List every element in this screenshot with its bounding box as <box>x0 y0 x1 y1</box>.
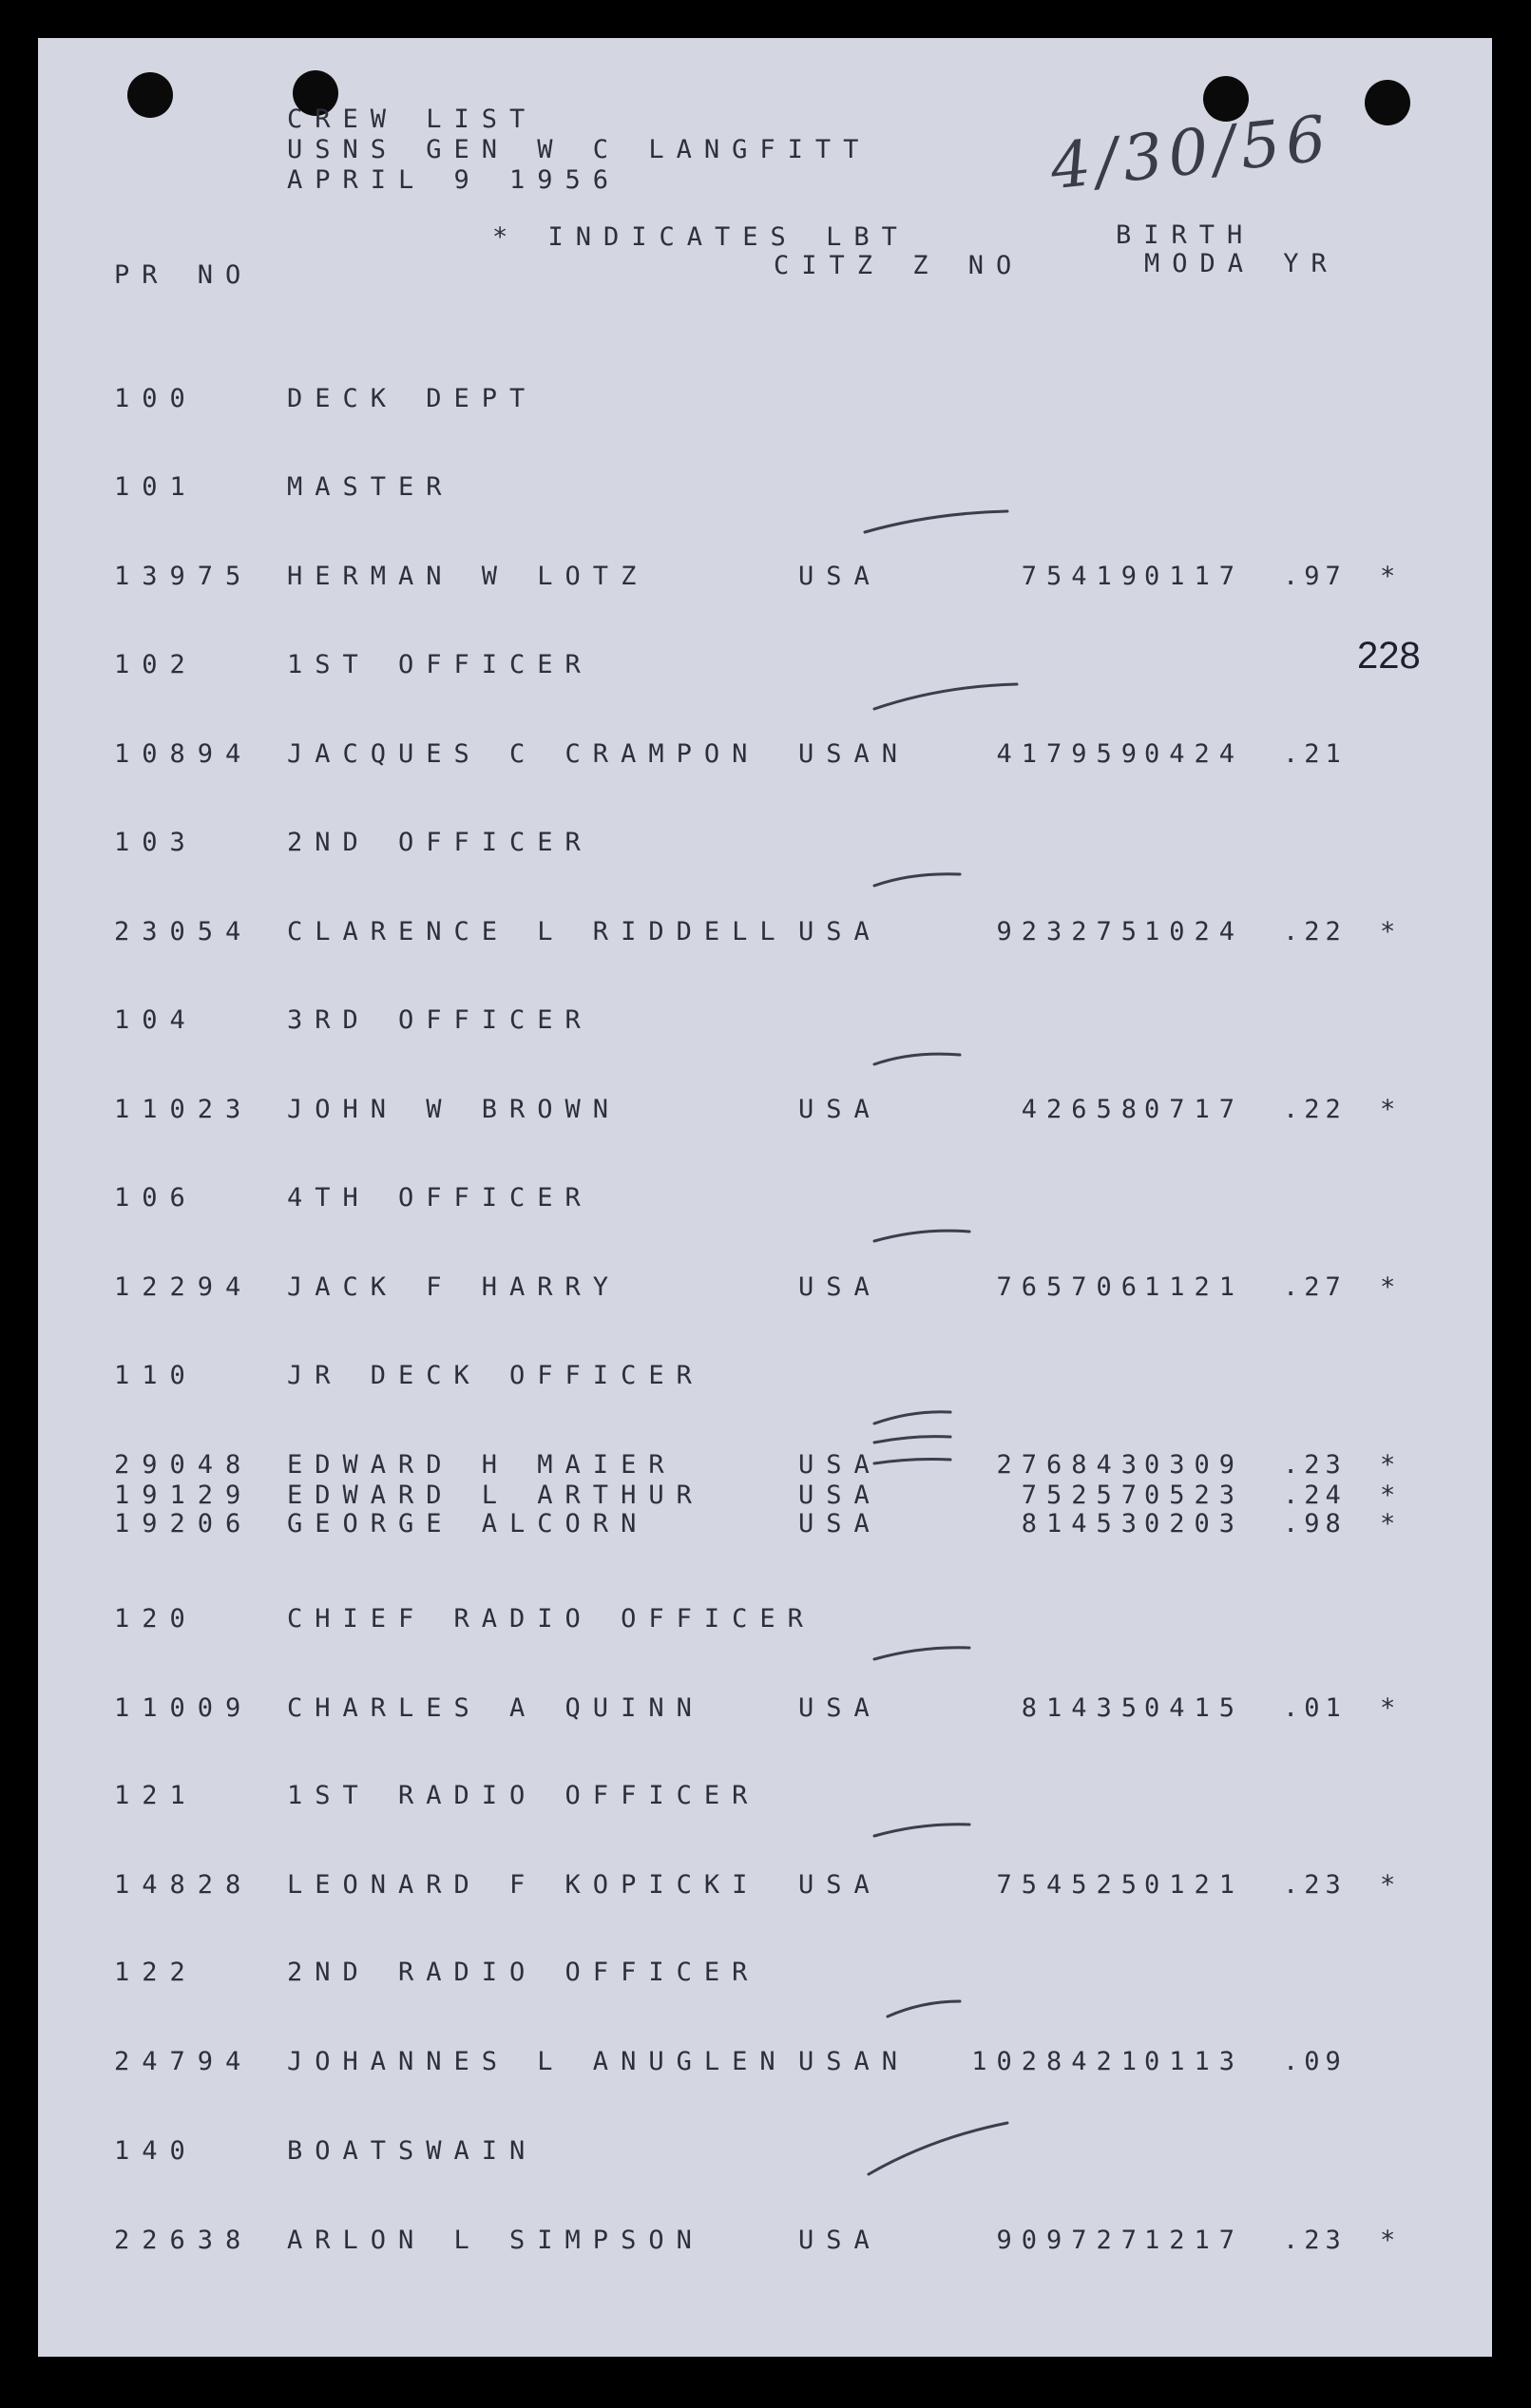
crew-birth-year: .98 <box>1283 1509 1347 1538</box>
pen-stroke <box>874 1412 950 1424</box>
crew-birth-year: .22 <box>1283 917 1347 946</box>
crew-citizenship: USAN <box>798 739 910 769</box>
crew-name: CLARENCE L RIDDELL <box>287 917 788 946</box>
pen-stroke <box>874 684 1017 709</box>
crew-name: GEORGE ALCORN <box>287 1509 649 1538</box>
crew-pr-number: 13975 <box>114 562 254 591</box>
crew-pr-number: 14828 <box>114 1870 254 1900</box>
position-code: 122 <box>114 1958 198 1987</box>
moda-yr-header: MODA YR <box>1144 249 1339 278</box>
pen-stroke <box>874 1054 960 1064</box>
crew-z-number: 276843 <box>996 1450 1146 1480</box>
position-title: BOATSWAIN <box>287 2136 538 2166</box>
crew-birth-year: .24 <box>1283 1481 1347 1510</box>
crew-birth-moda: 0415 <box>1144 1693 1245 1723</box>
position-title: CHIEF RADIO OFFICER <box>287 1604 815 1634</box>
lbt-marker: * <box>1380 1272 1408 1302</box>
crew-z-number: 75419 <box>1021 562 1146 591</box>
crew-birth-year: .23 <box>1283 1450 1347 1480</box>
position-code: 100 <box>114 384 198 413</box>
position-title: 1ST RADIO OFFICER <box>287 1781 760 1810</box>
crew-name: HERMAN W LOTZ <box>287 562 649 591</box>
position-code: 101 <box>114 472 198 502</box>
pen-stroke <box>874 1825 969 1836</box>
lbt-marker: * <box>1380 562 1408 591</box>
crew-pr-number: 10894 <box>114 739 254 769</box>
lbt-marker: * <box>1380 2226 1408 2255</box>
position-title: 4TH OFFICER <box>287 1183 593 1213</box>
crew-z-number: 909727 <box>996 2226 1146 2255</box>
crew-citizenship: USAN <box>798 2047 910 2076</box>
crew-birth-moda: 0203 <box>1144 1509 1245 1538</box>
lbt-marker: * <box>1380 1509 1408 1538</box>
crew-name: LEONARD F KOPICKI <box>287 1870 760 1900</box>
crew-name: CHARLES A QUINN <box>287 1693 704 1723</box>
crew-pr-number: 19129 <box>114 1481 254 1510</box>
lbt-marker: * <box>1380 1450 1408 1480</box>
pen-stroke <box>888 2001 960 2016</box>
citz-header: CITZ Z NO <box>774 251 1024 280</box>
lbt-marker: * <box>1380 1095 1408 1124</box>
crew-birth-moda: 0121 <box>1144 1870 1245 1900</box>
crew-z-number: 75257 <box>1021 1481 1146 1510</box>
pen-stroke <box>874 874 960 886</box>
page-number-stamp: 228 <box>1357 635 1421 677</box>
crew-birth-moda: 0424 <box>1144 739 1245 769</box>
crew-birth-moda: 0717 <box>1144 1095 1245 1124</box>
position-code: 121 <box>114 1781 198 1810</box>
crew-name: JACQUES C CRAMPON <box>287 739 760 769</box>
crew-name: EDWARD H MAIER <box>287 1450 677 1480</box>
crew-z-number: 417959 <box>996 739 1146 769</box>
crew-z-number: 1028421 <box>971 2047 1146 2076</box>
crew-birth-moda: 0117 <box>1144 562 1245 591</box>
crew-birth-year: .23 <box>1283 2226 1347 2255</box>
pen-stroke <box>865 511 1007 532</box>
position-code: 110 <box>114 1361 198 1390</box>
pen-stroke <box>874 1648 969 1659</box>
pen-stroke <box>874 1460 950 1464</box>
crew-birth-moda: 0309 <box>1144 1450 1245 1480</box>
crew-pr-number: 22638 <box>114 2226 254 2255</box>
crew-birth-year: .27 <box>1283 1272 1347 1302</box>
pen-marks <box>38 38 1492 2357</box>
crew-citizenship: USA <box>798 562 882 591</box>
position-code: 106 <box>114 1183 198 1213</box>
crew-pr-number: 23054 <box>114 917 254 946</box>
crew-name: JACK F HARRY <box>287 1272 622 1302</box>
crew-pr-number: 24794 <box>114 2047 254 2076</box>
document-page <box>38 38 1492 2357</box>
crew-birth-moda: 0113 <box>1144 2047 1245 2076</box>
position-code: 103 <box>114 828 198 857</box>
crew-name: JOHANNES L ANUGLEN <box>287 2047 788 2076</box>
crew-citizenship: USA <box>798 1450 882 1480</box>
crew-birth-moda: 0523 <box>1144 1481 1245 1510</box>
position-code: 102 <box>114 650 198 679</box>
pen-stroke <box>874 1437 950 1443</box>
position-title: 2ND RADIO OFFICER <box>287 1958 760 1987</box>
crew-pr-number: 19206 <box>114 1509 254 1538</box>
crew-citizenship: USA <box>798 1272 882 1302</box>
position-title: JR DECK OFFICER <box>287 1361 704 1390</box>
crew-birth-year: .22 <box>1283 1095 1347 1124</box>
position-code: 140 <box>114 2136 198 2166</box>
pen-stroke <box>869 2123 1007 2174</box>
crew-pr-number: 11009 <box>114 1693 254 1723</box>
crew-birth-moda: 1217 <box>1144 2226 1245 2255</box>
crew-birth-year: .23 <box>1283 1870 1347 1900</box>
crew-citizenship: USA <box>798 1481 882 1510</box>
crew-birth-year: .01 <box>1283 1693 1347 1723</box>
lbt-marker: * <box>1380 1481 1408 1510</box>
crew-citizenship: USA <box>798 1693 882 1723</box>
crew-birth-year: .21 <box>1283 739 1347 769</box>
crew-birth-moda: 1121 <box>1144 1272 1245 1302</box>
position-code: 120 <box>114 1604 198 1634</box>
crew-citizenship: USA <box>798 1509 882 1538</box>
lbt-marker: * <box>1380 1870 1408 1900</box>
position-title: 1ST OFFICER <box>287 650 593 679</box>
lbt-marker: * <box>1380 917 1408 946</box>
crew-birth-year: .09 <box>1283 2047 1347 2076</box>
crew-z-number: 81453 <box>1021 1509 1146 1538</box>
crew-pr-number: 12294 <box>114 1272 254 1302</box>
document-title: CREW LIST <box>287 105 538 134</box>
crew-z-number: 81435 <box>1021 1693 1146 1723</box>
crew-name: JOHN W BROWN <box>287 1095 622 1124</box>
crew-name: ARLON L SIMPSON <box>287 2226 704 2255</box>
crew-name: EDWARD L ARTHUR <box>287 1481 704 1510</box>
handwritten-date: 4/30/56 <box>1046 101 1335 204</box>
crew-citizenship: USA <box>798 1870 882 1900</box>
pr-no-header: PR NO <box>114 260 254 290</box>
crew-citizenship: USA <box>798 1095 882 1124</box>
position-title: MASTER <box>287 472 454 502</box>
crew-z-number: 765706 <box>996 1272 1146 1302</box>
crew-citizenship: USA <box>798 917 882 946</box>
pen-stroke <box>874 1231 969 1241</box>
lbt-legend: * INDICATES LBT <box>492 222 909 252</box>
position-title: DECK DEPT <box>287 384 538 413</box>
crew-pr-number: 29048 <box>114 1450 254 1480</box>
ship-name: USNS GEN W C LANGFITT <box>287 135 871 164</box>
position-title: 2ND OFFICER <box>287 828 593 857</box>
crew-birth-moda: 1024 <box>1144 917 1245 946</box>
position-title: 3RD OFFICER <box>287 1005 593 1035</box>
crew-z-number: 754525 <box>996 1870 1146 1900</box>
list-date: APRIL 9 1956 <box>287 165 622 195</box>
crew-citizenship: USA <box>798 2226 882 2255</box>
crew-birth-year: .97 <box>1283 562 1347 591</box>
position-code: 104 <box>114 1005 198 1035</box>
lbt-marker: * <box>1380 1693 1408 1723</box>
crew-pr-number: 11023 <box>114 1095 254 1124</box>
crew-z-number: 42658 <box>1021 1095 1146 1124</box>
birth-header: BIRTH <box>1116 220 1255 250</box>
crew-z-number: 923275 <box>996 917 1146 946</box>
